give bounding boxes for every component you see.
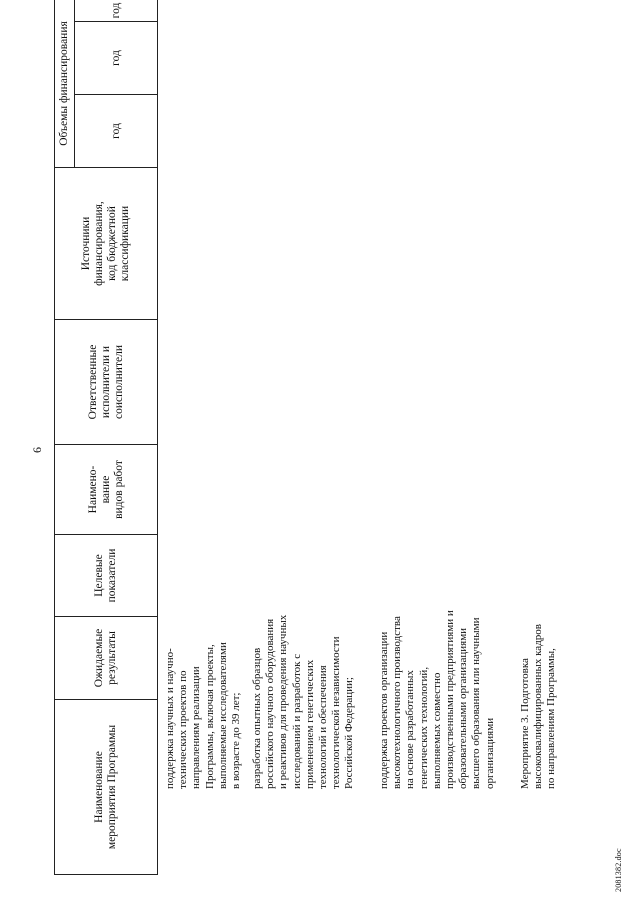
footer-document-code: 2081382.doc [614,848,623,892]
page-number: 6 [30,447,44,453]
header-year-1: год [109,123,122,139]
table-left-border [54,874,157,875]
row-hightech-production-projects: поддержка проектов организации высокотехнологичного производства на основе разработанных генетических технологий, выполняемых совместно производственными предприятиями и образовательными организациями высшего образования или научными организациями [378,610,496,789]
header-responsible-executors: Ответственные исполнители и соисполнители [86,344,125,420]
row-research-projects-support: поддержка научных и научно- технических проектов по направлениям реализации Программы, включая проекты, выполняемые исследователями в возрасте до 39 лет; [164,642,243,789]
header-funding-sources: Источники финансирования, код бюджетной классификации [80,201,131,286]
row-equipment-prototypes: разработка опытных образцов российского научного оборудования и реактивов для проведения научных исследований и разработок с применением генетических технологий и обеспечения технологической независимости Российской Федерации; [251,614,356,789]
program-table [54,0,626,875]
header-funding-volumes: Объемы финансирования [58,21,70,146]
header-year-2: год [109,50,122,66]
header-year-3: год [109,2,122,19]
header-work-types: Наимено- вание видов работ [86,460,125,519]
row-activity-3-personnel-training: Мероприятие 3. Подготовка высококвалифицированных кадров по направлениям Программы, [519,624,558,789]
header-bottom-border [157,0,158,875]
header-target-indicators: Целевые показатели [93,548,118,603]
header-program-activity: Наименование мероприятия Программы [93,724,118,850]
header-expected-results: Ожидаемые результаты [93,628,118,688]
